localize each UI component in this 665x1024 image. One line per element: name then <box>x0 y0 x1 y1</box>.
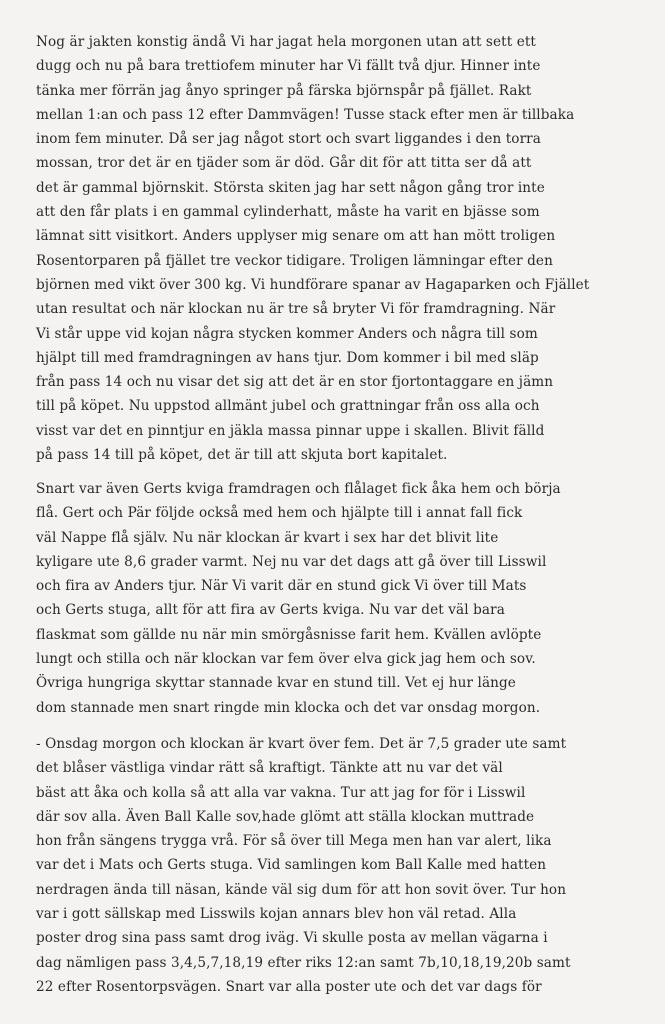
text-line: dugg och nu på bara trettiofem minuter har Vi fällt två djur. Hinner inte <box>36 58 541 75</box>
text-line: visst var det en pinntjur en jäkla massa pinnar uppe i skallen. Blivit fälld <box>36 422 545 439</box>
text-line: inom fem minuter. Då ser jag något stort och svart liggandes i den torra <box>36 131 541 148</box>
text-line: kyligare ute 8,6 grader varmt. Nej nu var det dags att gå över till Lisswil <box>36 553 547 570</box>
paragraph-3 <box>36 732 651 999</box>
text-line: dag nämligen pass 3,4,5,7,18,19 efter riks 12:an samt 7b,10,18,19,20b samt <box>36 954 571 971</box>
text-line: till på köpet. Nu uppstod allmänt jubel och grattningar från oss alla och <box>36 398 540 415</box>
text-line: dom stannade men snart ringde min klocka och det var onsdag morgon. <box>36 699 541 716</box>
text-line: och Gerts stuga, allt för att fira av Gerts kviga. Nu var det väl bara <box>36 602 505 619</box>
text-line: hjälpt till med framdragningen av hans tjur. Dom kommer i bil med släp <box>36 349 539 366</box>
text-line: Nog är jakten konstig ändå Vi har jagat hela morgonen utan att sett ett <box>36 34 536 50</box>
text-line: tänka mer förrän jag ånyo springer på färska björnspår på fjället. Rakt <box>36 82 532 99</box>
paragraph-1 <box>36 30 651 467</box>
text-line: - Onsdag morgon och klockan är kvart över fem. Det är 7,5 grader ute samt <box>36 736 567 752</box>
text-line: det är gammal björnskit. Största skiten jag har sett någon gång tror inte <box>36 179 545 196</box>
text-line: bäst att åka och kolla så att alla var vakna. Tur att jag for för i Lisswil <box>36 784 526 801</box>
text-line: poster drog sina pass samt drog iväg. Vi skulle posta av mellan vägarna i <box>36 930 548 947</box>
text-line: på pass 14 till på köpet, det är till att skjuta bort kapitalet. <box>36 447 448 464</box>
text-line: hon från sängens trygga vrå. För så över till Mega men han var alert, lika <box>36 833 552 850</box>
text-line: flaskmat som gällde nu när min smörgåsnisse farit hem. Kvällen avlöpte <box>36 626 542 643</box>
text-line: det blåser västliga vindar rätt så kraftigt. Tänkte att nu var det väl <box>36 760 503 777</box>
text-line: från pass 14 och nu visar det sig att det är en stor fjortontaggare en jämn <box>36 374 554 391</box>
text-line: flå. Gert och Pär följde också med hem och hjälpte till i annat fall fick <box>36 505 523 522</box>
paragraph-2 <box>36 477 651 720</box>
text-line: och fira av Anders tjur. När Vi varit där en stund gick Vi över till Mats <box>36 578 527 595</box>
text-line: att den får plats i en gammal cylinderhatt, måste ha varit en bjässe som <box>36 204 540 221</box>
text-line: nerdragen ända till näsan, kände väl sig dum för att hon sovit över. Tur hon <box>36 881 567 898</box>
text-line: där sov alla. Även Ball Kalle sov,hade glömt att ställa klockan muttrade <box>36 808 535 825</box>
text-line: lungt och stilla och när klockan var fem över elva gick jag hem och sov. <box>36 651 536 668</box>
text-line: Rosentorparen på fjället tre veckor tidigare. Troligen lämningar efter den <box>36 252 553 269</box>
text-line: Övriga hungriga skyttar stannade kvar en stund till. Vet ej hur länge <box>36 675 516 692</box>
text-line: Vi står uppe vid kojan några stycken kommer Anders och några till som <box>36 325 538 342</box>
text-line: var i gott sällskap med Lisswils kojan annars blev hon väl retad. Alla <box>36 906 517 923</box>
text-line: björnen med vikt över 300 kg. Vi hundförare spanar av Hagaparken och Fjället <box>36 276 590 293</box>
text-line: mellan 1:an och pass 12 efter Dammvägen! Tusse stack efter men är tillbaka <box>36 106 575 123</box>
text-line: lämnat sitt visitkort. Anders upplyser mig senare om att han mött troligen <box>36 228 556 245</box>
text-line: Snart var även Gerts kviga framdragen och flålaget fick åka hem och börja <box>36 481 561 497</box>
text-line: mossan, tror det är en tjäder som är död. Går dit för att titta ser då att <box>36 155 532 172</box>
text-line: utan resultat och när klockan nu är tre så bryter Vi för framdragning. När <box>36 301 556 318</box>
text-line: 22 efter Rosentorpsvägen. Snart var alla poster ute och det var dags för <box>36 978 542 995</box>
text-line: väl Nappe flå själv. Nu när klockan är kvart i sex har det blivit lite <box>36 529 499 546</box>
text-line: var det i Mats och Gerts stuga. Vid samlingen kom Ball Kalle med hatten <box>36 857 547 874</box>
